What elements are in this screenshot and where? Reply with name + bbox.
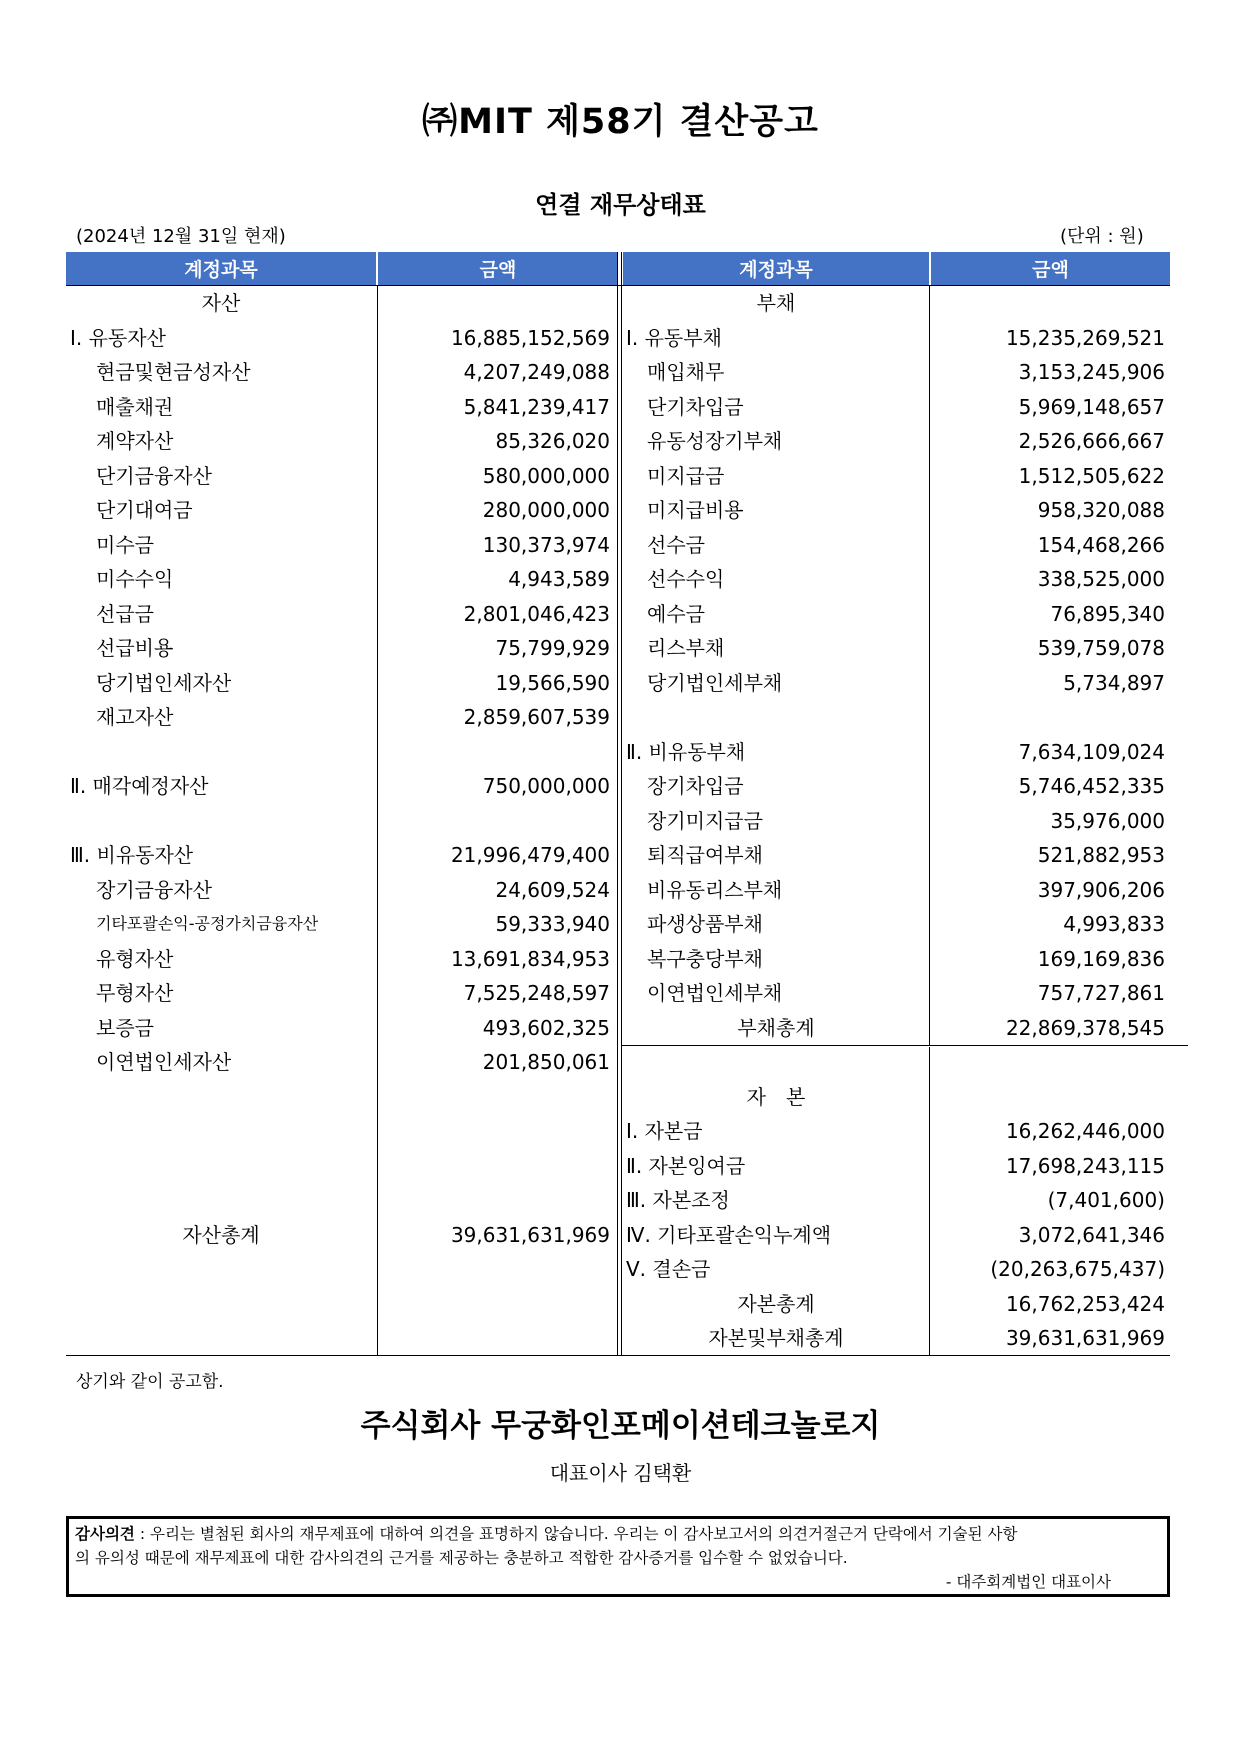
- asset-amount: [380, 735, 610, 769]
- asset-label: [70, 804, 370, 838]
- liability-amount: 3,153,245,906: [1018, 360, 1165, 384]
- liabilities-total-label: 부채총계: [737, 1015, 815, 1040]
- asset-label: 현금및현금성자산: [96, 360, 251, 384]
- asset-amount: 21,996,479,400: [450, 843, 610, 867]
- liability-total-line: [622, 1045, 1188, 1046]
- liability-amount: 397,906,206: [1037, 877, 1165, 902]
- notice-text: 상기와 같이 공고함.: [76, 1372, 224, 1392]
- liability-label: 매입채무: [647, 360, 725, 384]
- asset-amount: 16,885,152,569: [450, 325, 610, 350]
- asset-amount: 580,000,000: [482, 463, 610, 488]
- asset-label: Ⅰ. 유동자산: [70, 325, 166, 350]
- liability-amount: 2,526,666,667: [1018, 429, 1165, 453]
- asset-amount: 130,373,974: [482, 532, 610, 557]
- liability-amount: 4,993,833: [1063, 912, 1165, 936]
- right-column-divider-lower: [929, 1047, 930, 1355]
- liability-label: 복구충당부채: [647, 946, 763, 971]
- asset-label: 유형자산: [96, 946, 174, 971]
- asset-amount: 2,859,607,539: [463, 705, 610, 729]
- audit-signature: - 대주회계법인 대표이사: [945, 1573, 1111, 1591]
- asset-label: 무형자산: [96, 981, 174, 1005]
- asset-amount: 493,602,325: [482, 1015, 610, 1040]
- liability-amount: 5,969,148,657: [1018, 394, 1165, 419]
- assets-total-label: 자산총계: [182, 1222, 260, 1247]
- liability-amount: 5,746,452,335: [1018, 774, 1165, 798]
- liability-label: 장기미지급금: [647, 808, 763, 833]
- equity-amount: (7,401,600): [1047, 1188, 1165, 1212]
- right-column-divider-upper: [929, 285, 930, 1045]
- asset-label: 선급금: [96, 601, 154, 626]
- asset-label: 이연법인세자산: [96, 1050, 232, 1074]
- liability-label: Ⅰ. 유동부채: [626, 325, 722, 350]
- equity-label: Ⅱ. 자본잉여금: [626, 1153, 746, 1178]
- date-label: (2024년 12월 31일 현재): [76, 226, 286, 247]
- asset-label: 매출채권: [96, 394, 174, 419]
- asset-label: 미수수익: [96, 567, 174, 591]
- asset-label: [70, 735, 370, 769]
- equity-amount: (20,263,675,437): [990, 1257, 1165, 1281]
- liabilities-total-amount: 22,869,378,545: [1005, 1015, 1165, 1040]
- liability-label: 장기차입금: [647, 774, 744, 798]
- liability-amount: 35,976,000: [1050, 808, 1165, 833]
- liability-amount: 757,727,861: [1037, 981, 1165, 1005]
- equity-total-label: 자본총계: [737, 1291, 815, 1316]
- liability-label: 선수수익: [647, 567, 725, 591]
- asset-amount: 75,799,929: [495, 636, 610, 660]
- grand-total-amount: 39,631,631,969: [1005, 1326, 1165, 1350]
- liability-label: 예수금: [647, 601, 705, 626]
- asset-amount: 2,801,046,423: [463, 601, 610, 626]
- asset-amount: 7,525,248,597: [463, 981, 610, 1005]
- asset-label: 당기법인세자산: [96, 670, 232, 695]
- liability-label: 퇴직급여부채: [647, 843, 763, 867]
- asset-amount: 24,609,524: [495, 877, 610, 902]
- asset-label: Ⅱ. 매각예정자산: [70, 774, 209, 798]
- liability-label: 미지급금: [647, 463, 725, 488]
- page-title: ㈜MIT 제58기 결산공고: [422, 102, 819, 142]
- asset-amount: 85,326,020: [495, 429, 610, 453]
- asset-amount: 19,566,590: [495, 670, 610, 695]
- equity-amount: 17,698,243,115: [1005, 1153, 1165, 1178]
- liability-label: 미지급비용: [647, 498, 744, 522]
- asset-amount: 13,691,834,953: [450, 946, 610, 971]
- asset-label: 재고자산: [96, 705, 174, 729]
- asset-label: 단기금융자산: [96, 463, 212, 488]
- unit-label: (단위 : 원): [1060, 226, 1144, 247]
- liability-amount: 338,525,000: [1037, 567, 1165, 591]
- liability-amount: 15,235,269,521: [1005, 325, 1165, 350]
- equity-section-title: 자 본: [746, 1084, 806, 1109]
- liability-amount: [935, 700, 1165, 734]
- liability-label: Ⅱ. 비유동부채: [626, 739, 746, 764]
- liability-label: 비유동리스부채: [647, 877, 783, 902]
- asset-label: 장기금융자산: [96, 877, 212, 902]
- asset-label: 미수금: [96, 532, 154, 557]
- liability-label: 유동성장기부채: [647, 429, 783, 453]
- header-account-right: 계정과목: [623, 252, 929, 285]
- equity-label: Ⅰ. 자본금: [626, 1119, 703, 1143]
- asset-amount: 201,850,061: [482, 1050, 610, 1074]
- center-double-divider-a: [617, 252, 618, 1355]
- liability-amount: 5,734,897: [1063, 670, 1165, 695]
- liability-amount: 1,512,505,622: [1018, 463, 1165, 488]
- header-account-left: 계정과목: [66, 252, 376, 285]
- liability-amount: 76,895,340: [1050, 601, 1165, 626]
- asset-amount: 59,333,940: [495, 912, 610, 936]
- asset-amount: 5,841,239,417: [463, 394, 610, 419]
- liability-amount: 7,634,109,024: [1018, 739, 1165, 764]
- grand-total-label: 자본및부채총계: [708, 1326, 844, 1350]
- liability-label: 이연법인세부채: [647, 981, 783, 1005]
- liability-label: [626, 700, 906, 734]
- audit-opinion-box: [66, 1516, 1170, 1597]
- liabilities-section-title: 부채: [756, 291, 796, 315]
- audit-label: 감사의견: [75, 1525, 135, 1543]
- liability-label: 파생상품부채: [647, 912, 763, 936]
- liability-label: 리스부채: [647, 636, 725, 660]
- liability-label: 선수금: [647, 532, 705, 557]
- equity-amount: 16,262,446,000: [1005, 1119, 1165, 1143]
- statement-title: 연결 재무상태표: [535, 191, 706, 219]
- asset-label: 단기대여금: [96, 498, 193, 522]
- liability-amount: 539,759,078: [1037, 636, 1165, 660]
- equity-label: Ⅴ. 결손금: [626, 1257, 711, 1281]
- liability-amount: 958,320,088: [1037, 498, 1165, 522]
- liability-label: 단기차입금: [647, 394, 744, 419]
- ceo-name: 대표이사 김택환: [549, 1461, 692, 1485]
- asset-amount: 4,943,589: [508, 567, 610, 591]
- asset-amount: 280,000,000: [482, 498, 610, 522]
- company-name: 주식회사 무궁화인포메이션테크놀로지: [360, 1408, 881, 1444]
- equity-label: Ⅳ. 기타포괄손익누계액: [626, 1222, 832, 1247]
- header-amount-left: 금액: [378, 252, 618, 285]
- equity-amount: 3,072,641,346: [1018, 1222, 1165, 1247]
- asset-amount: [380, 804, 610, 838]
- asset-amount: 4,207,249,088: [463, 360, 610, 384]
- asset-label: 보증금: [96, 1015, 154, 1040]
- equity-label: Ⅲ. 자본조정: [626, 1188, 730, 1212]
- audit-text-line1: : 우리는 별첨된 회사의 재무제표에 대하여 의견을 표명하지 않습니다. 우리는 이 감사보고서의 의견거절근거 단락에서 기술된 사항: [134, 1525, 1018, 1543]
- table-bottom-line: [66, 1355, 1170, 1356]
- asset-label: Ⅲ. 비유동자산: [70, 843, 194, 867]
- asset-label: 선급비용: [96, 636, 174, 660]
- assets-total-amount: 39,631,631,969: [450, 1222, 610, 1247]
- assets-section-title: 자산: [201, 291, 241, 315]
- liability-amount: 154,468,266: [1037, 532, 1165, 557]
- asset-label: 기타포괄손익-공정가치금융자산: [96, 914, 319, 933]
- audit-text-line2: 의 유의성 때문에 재무제표에 대한 감사의견의 근거를 제공하는 충분하고 적합한 감사증거를 입수할 수 없었습니다.: [75, 1549, 848, 1567]
- asset-amount: 750,000,000: [482, 774, 610, 798]
- equity-total-amount: 16,762,253,424: [1005, 1291, 1165, 1316]
- center-double-divider-b: [621, 252, 622, 1355]
- liability-amount: 521,882,953: [1037, 843, 1165, 867]
- asset-label: 계약자산: [96, 429, 174, 453]
- liability-amount: 169,169,836: [1037, 946, 1165, 971]
- header-amount-right: 금액: [931, 252, 1170, 285]
- liability-label: 당기법인세부채: [647, 670, 783, 695]
